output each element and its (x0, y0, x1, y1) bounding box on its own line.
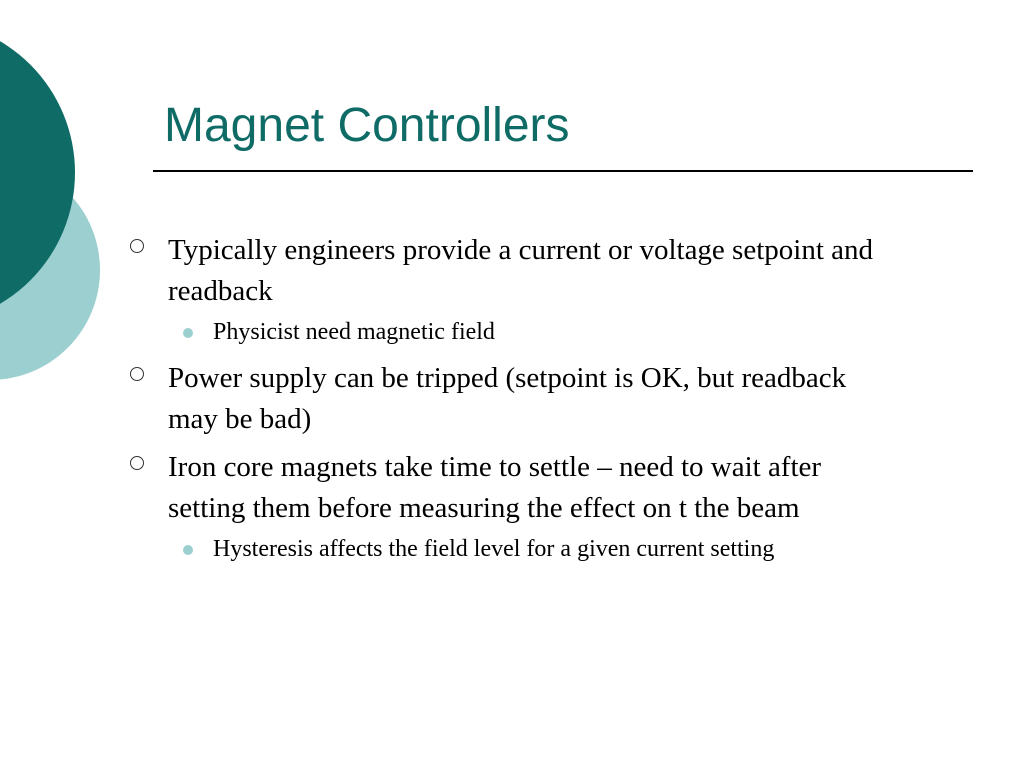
hollow-circle-bullet-icon (130, 367, 144, 381)
bullet-item-power-supply (130, 358, 900, 440)
hollow-circle-bullet-icon (130, 456, 144, 470)
sub-bullet-item-hysteresis (130, 531, 900, 567)
hollow-circle-bullet-icon (130, 239, 144, 253)
sub-bullet-text: Hysteresis affects the field level for a given current setting (213, 536, 775, 562)
bullet-item-setpoint-readback (130, 230, 900, 312)
bullet-text: Power supply can be tripped (setpoint is OK, but readback may be bad) (168, 362, 847, 435)
slide-title: Magnet Controllers (164, 99, 570, 152)
bullet-text: Typically engineers provide a current or voltage setpoint and readback (168, 234, 874, 307)
filled-dot-bullet-icon (183, 328, 193, 338)
bullet-text: Iron core magnets take time to settle – need to wait after setting them before measuring the effect on t the beam (168, 451, 822, 524)
filled-dot-bullet-icon (183, 545, 193, 555)
slide-body (130, 230, 900, 575)
title-underline (153, 170, 973, 172)
sub-bullet-item-magnetic-field (130, 314, 900, 350)
sub-bullet-text: Physicist need magnetic field (213, 319, 495, 345)
bullet-item-iron-core (130, 447, 900, 529)
